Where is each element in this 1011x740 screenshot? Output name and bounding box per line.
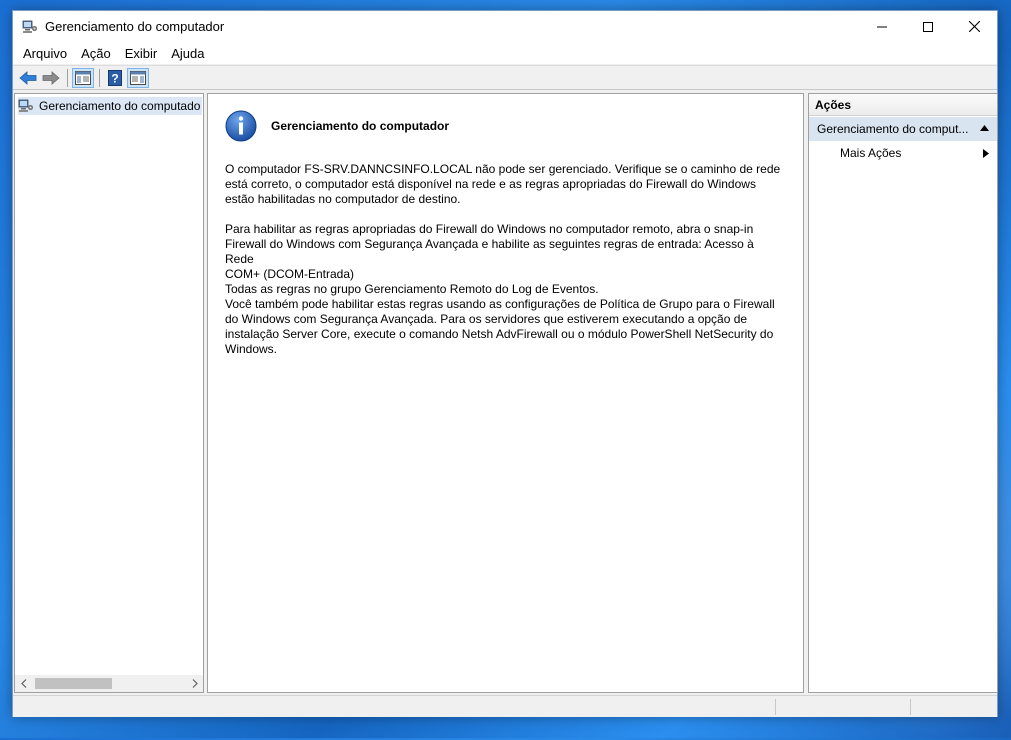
status-divider (910, 699, 911, 715)
help-button[interactable] (104, 68, 126, 88)
error-paragraph-1 (225, 162, 785, 207)
computer-management-icon (22, 19, 38, 35)
chevron-right-icon (192, 679, 198, 688)
collapse-up-icon (980, 125, 989, 131)
menu-bar (13, 42, 997, 64)
maximize-icon (923, 22, 933, 32)
error-paragraph-2 (225, 222, 785, 297)
message-line: estão habilitadas no computador de destino. (225, 192, 461, 206)
show-hide-tree-icon (75, 71, 91, 85)
scroll-thumb[interactable] (35, 678, 112, 689)
status-divider (775, 699, 776, 715)
show-hide-action-pane-icon (130, 71, 146, 85)
computer-management-icon (18, 98, 34, 114)
window-controls (859, 11, 997, 42)
status-bar (13, 695, 997, 717)
menu-exibir[interactable]: Exibir (124, 45, 158, 61)
close-button[interactable] (951, 11, 997, 42)
computer-management-window (12, 10, 998, 717)
menu-arquivo[interactable]: Arquivo (23, 45, 68, 61)
page-title: Gerenciamento do computador (271, 119, 450, 133)
close-icon (969, 21, 980, 32)
help-icon (108, 70, 122, 86)
window-title: Gerenciamento do computador (45, 19, 225, 34)
message-line: Você também pode habilitar estas regras usando as configurações de Política de Grupo para o Firewall (225, 297, 775, 311)
info-icon (225, 110, 257, 142)
svg-text:?: ? (111, 71, 119, 85)
result-pane (207, 93, 804, 693)
scroll-left-button[interactable] (15, 675, 32, 692)
toolbar (13, 65, 997, 90)
submenu-arrow-icon (983, 149, 989, 158)
message-line: Todas as regras no grupo Gerenciamento Remoto do Log de Eventos. (225, 282, 599, 296)
console-tree-pane (14, 93, 204, 693)
menu-acao[interactable]: Ação (81, 45, 111, 61)
message-line: Windows. (225, 342, 278, 356)
scroll-track[interactable] (32, 675, 186, 692)
message-line: do Windows com Segurança Avançada. Para os servidores que estiverem executando a opção de (225, 312, 748, 326)
maximize-button[interactable] (905, 11, 951, 42)
message-line: Firewall do Windows com Segurança Avançada e habilite as seguintes regras de entrada: Acesso à Rede (225, 237, 754, 266)
actions-group-label: Gerenciamento do comput... (817, 122, 969, 136)
actions-group-computer-management[interactable] (809, 117, 997, 141)
back-button[interactable] (17, 68, 39, 88)
show-hide-tree-button[interactable] (72, 68, 94, 88)
message-line: instalação Server Core, execute o comando Netsh AdvFirewall ou o módulo PowerShell NetSecurity do (225, 327, 774, 341)
chevron-left-icon (21, 679, 27, 688)
back-arrow-icon (19, 71, 37, 85)
tree-item-computer-management[interactable] (18, 97, 202, 115)
info-header (225, 110, 449, 142)
tree-item-label: Gerenciamento do computado (39, 99, 201, 113)
actions-pane (808, 93, 998, 693)
horizontal-scrollbar[interactable] (15, 675, 203, 692)
minimize-icon (877, 22, 887, 32)
message-line: COM+ (DCOM-Entrada) (225, 267, 355, 281)
scroll-right-button[interactable] (186, 675, 203, 692)
error-paragraph-3 (225, 297, 785, 357)
message-line: está correto, o computador está disponível na rede e as regras apropriadas do Firewall do Windows (225, 177, 756, 191)
message-line: O computador FS-SRV.DANNCSINFO.LOCAL não pode ser gerenciado. Verifique se o caminho de rede (225, 162, 781, 176)
actions-pane-title: Ações (809, 94, 997, 116)
more-actions-item[interactable] (809, 141, 997, 165)
more-actions-label: Mais Ações (840, 146, 902, 160)
minimize-button[interactable] (859, 11, 905, 42)
show-hide-action-pane-button[interactable] (127, 68, 149, 88)
forward-arrow-icon (42, 71, 60, 85)
toolbar-separator (99, 69, 100, 87)
title-bar[interactable] (13, 11, 997, 42)
forward-button[interactable] (40, 68, 62, 88)
toolbar-separator (67, 69, 68, 87)
menu-ajuda[interactable]: Ajuda (171, 45, 205, 61)
message-line: Para habilitar as regras apropriadas do Firewall do Windows no computador remoto, abra o snap-in (225, 222, 754, 236)
